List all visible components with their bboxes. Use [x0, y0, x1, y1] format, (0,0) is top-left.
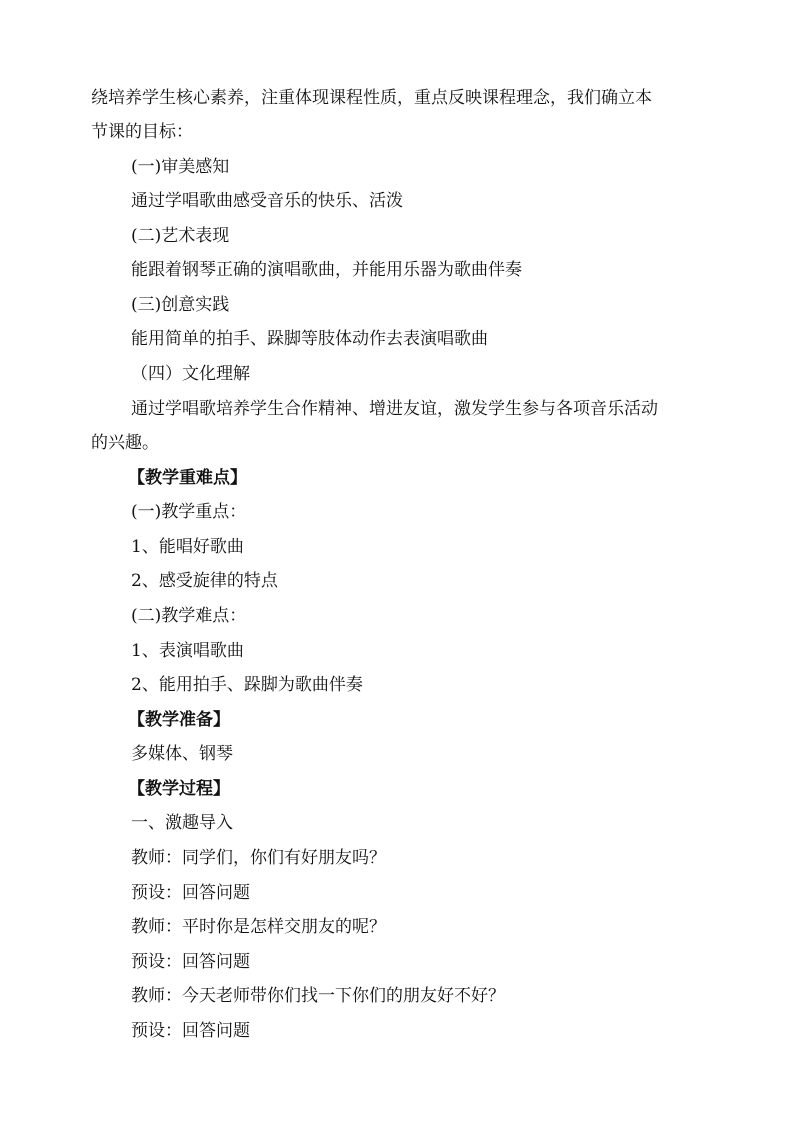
list-item: 2、能用拍手、跺脚为歌曲伴奏 [131, 675, 363, 695]
list-item: 1、表演唱歌曲 [131, 641, 244, 661]
paragraph-line: 通过学唱歌培养学生合作精神、增进友谊，激发学生参与各项音乐活动 [131, 399, 658, 419]
dialogue-line: 预设：回答问题 [131, 1021, 250, 1041]
dialogue-line: 预设：回答问题 [131, 952, 250, 972]
section-heading: 【教学重难点】 [128, 468, 247, 488]
paragraph-line: 能跟着钢琴正确的演唱歌曲，并能用乐器为歌曲伴奏 [131, 260, 522, 280]
paragraph-line: 的兴趣。 [91, 433, 159, 453]
section-title: (三)创意实践 [131, 295, 230, 315]
list-item: 1、能唱好歌曲 [131, 537, 244, 557]
dialogue-line: 教师：平时你是怎样交朋友的呢？ [131, 917, 386, 937]
paragraph-line: 能用简单的拍手、跺脚等肢体动作去表演唱歌曲 [131, 329, 488, 349]
dialogue-line: 教师：今天老师带你们找一下你们的朋友好不好？ [131, 986, 505, 1006]
dialogue-line: 预设：回答问题 [131, 883, 250, 903]
section-heading: 【教学过程】 [128, 779, 230, 799]
section-title: （四）文化理解 [131, 364, 250, 384]
section-title: (二)艺术表现 [131, 226, 230, 246]
section-title: (一)教学重点： [131, 502, 247, 522]
section-title: (二)教学难点： [131, 606, 247, 626]
dialogue-line: 教师：同学们，你们有好朋友吗？ [131, 848, 386, 868]
paragraph-line: 通过学唱歌曲感受音乐的快乐、活泼 [131, 191, 403, 211]
section-title: (一)审美感知 [131, 157, 230, 177]
paragraph-line: 绕培养学生核心素养，注重体现课程性质，重点反映课程理念，我们确立本 [91, 88, 652, 108]
section-heading: 【教学准备】 [128, 710, 230, 730]
list-item: 2、感受旋律的特点 [131, 571, 278, 591]
paragraph-line: 节课的目标： [91, 122, 193, 142]
section-title: 一、激趣导入 [131, 813, 233, 833]
paragraph-line: 多媒体、钢琴 [131, 744, 233, 764]
